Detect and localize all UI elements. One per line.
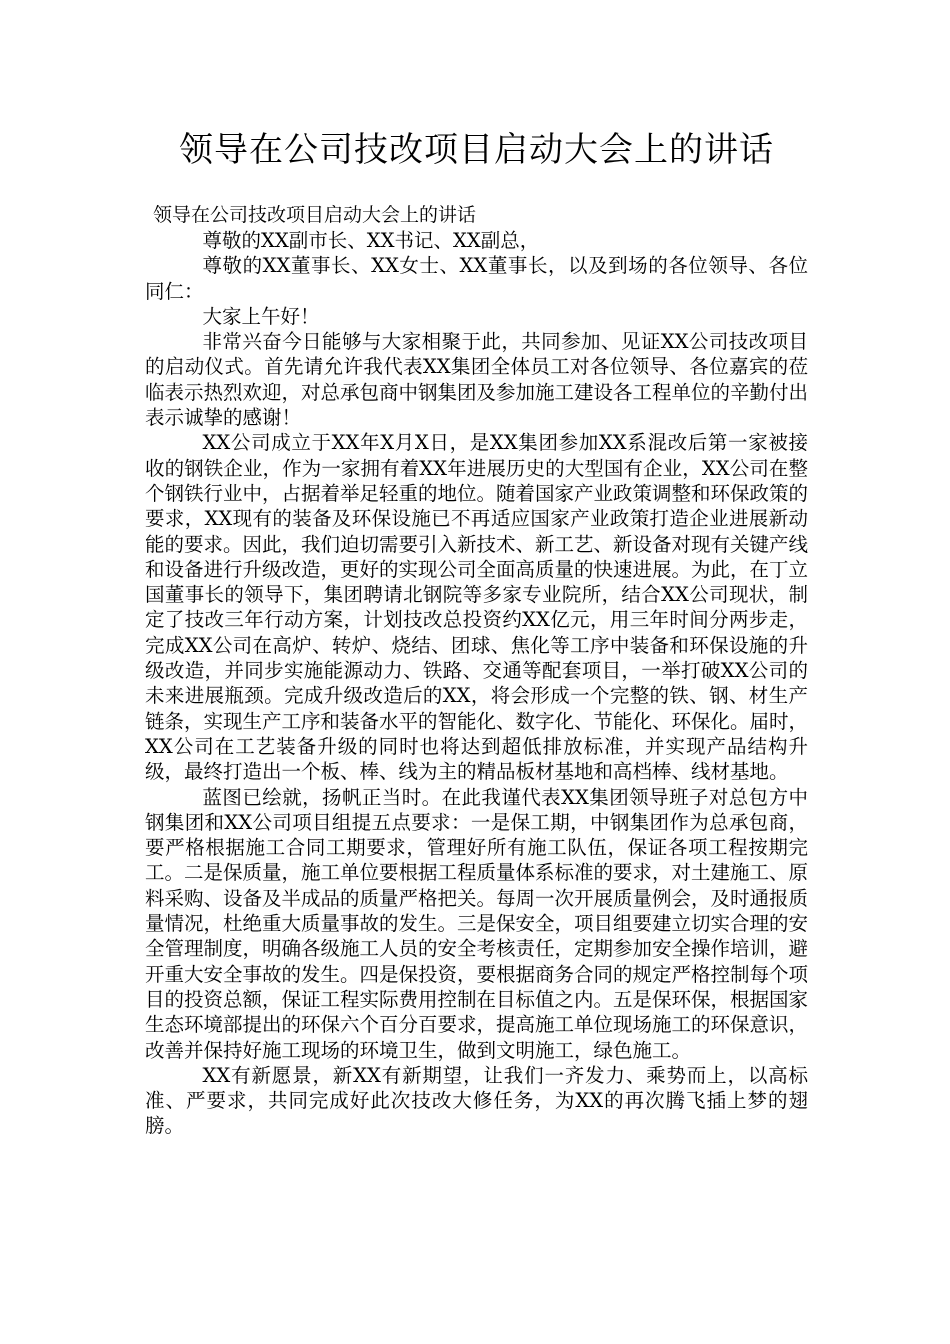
paragraph-opening: 非常兴奋今日能够与大家相聚于此，共同参加、见证XX公司技改项目的启动仪式。首先请允许我代表XX集团全体员工对各位领导、各位嘉宾的莅临表示热烈欢迎，对总承包商中钢集团及参加施工建设各工程单位的辛勤付出表示诚挚的感谢！	[145, 330, 809, 430]
paragraph-five-requirements: 蓝图已绘就，扬帆正当时。在此我谨代表XX集团领导班子对总包方中钢集团和XX公司项目组提五点要求：一是保工期，中钢集团作为总承包商，要严格根据施工合同工期要求，管理好所有施工队伍，保证各项工程按期完工。二是保质量，施工单位要根据工程质量体系标准的要求，对土建施工、原料采购、设备及半成品的质量严格把关。每周一次开展质量例会，及时通报质量情况，杜绝重大质量事故的发生。三是保安全，项目组要建立切实合理的安全管理制度，明确各级施工人员的安全考核责任，定期参加安全操作培训，避开重大安全事故的发生。四是保投资，要根据商务合同的规定严格控制每个项目的投资总额，保证工程实际费用控制在目标值之内。五是保环保，根据国家生态环境部提出的环保六个百分百要求，提高施工单位现场施工的环保意识，改善并保持好施工现场的环境卫生，做到文明施工，绿色施工。	[145, 785, 809, 1062]
paragraph-salutation-1: 尊敬的XX副市长、XX书记、XX副总，	[202, 229, 540, 252]
paragraph-company-background: XX公司成立于XX年X月X日，是XX集团参加XX系混改后第一家被接收的钢铁企业，作为一家拥有着XX年进展历史的大型国有企业，XX公司在整个钢铁行业中，占据着举足轻重的地位。随着国家产业政策调整和环保政策的要求，XX现有的装备及环保设施已不再适应国家产业政策打造企业进展新动能的要求。因此，我们迫切需要引入新技术、新工艺、新设备对现有关键产线和设备进行升级改造，更好的实现公司全面高质量的快速进展。为此，在丁立国董事长的领导下，集团聘请北钢院等多家专业院所，结合XX公司现状，制定了技改三年行动方案，计划技改总投资约XX亿元，用三年时间分两步走，完成XX公司在高炉、转炉、烧结、团球、焦化等工序中装备和环保设施的升级改造，并同步实施能源动力、铁路、交通等配套项目，一举打破XX公司的未来进展瓶颈。完成升级改造后的XX，将会形成一个完整的铁、钢、材生产链条，实现生产工序和装备水平的智能化、数字化、节能化、环保化。届时，XX公司在工艺装备升级的同时也将达到超低排放标准，并实现产品结构升级，最终打造出一个板、棒、线为主的精品板材基地和高档棒、线材基地。	[145, 431, 809, 784]
document-subtitle: 领导在公司技改项目启动大会上的讲话	[153, 204, 477, 226]
document-title: 领导在公司技改项目启动大会上的讲话	[179, 130, 774, 170]
paragraph-salutation-2: 尊敬的XX董事长、XX女士、XX董事长，以及到场的各位领导、各位同仁：	[145, 254, 808, 303]
paragraph-closing: XX有新愿景，新XX有新期望，让我们一齐发力、乘势而上，以高标准、严要求，共同完成好此次技改大修任务，为XX的再次腾飞插上梦的翅膀。	[145, 1063, 808, 1138]
paragraph-greeting: 大家上午好！	[202, 304, 320, 328]
